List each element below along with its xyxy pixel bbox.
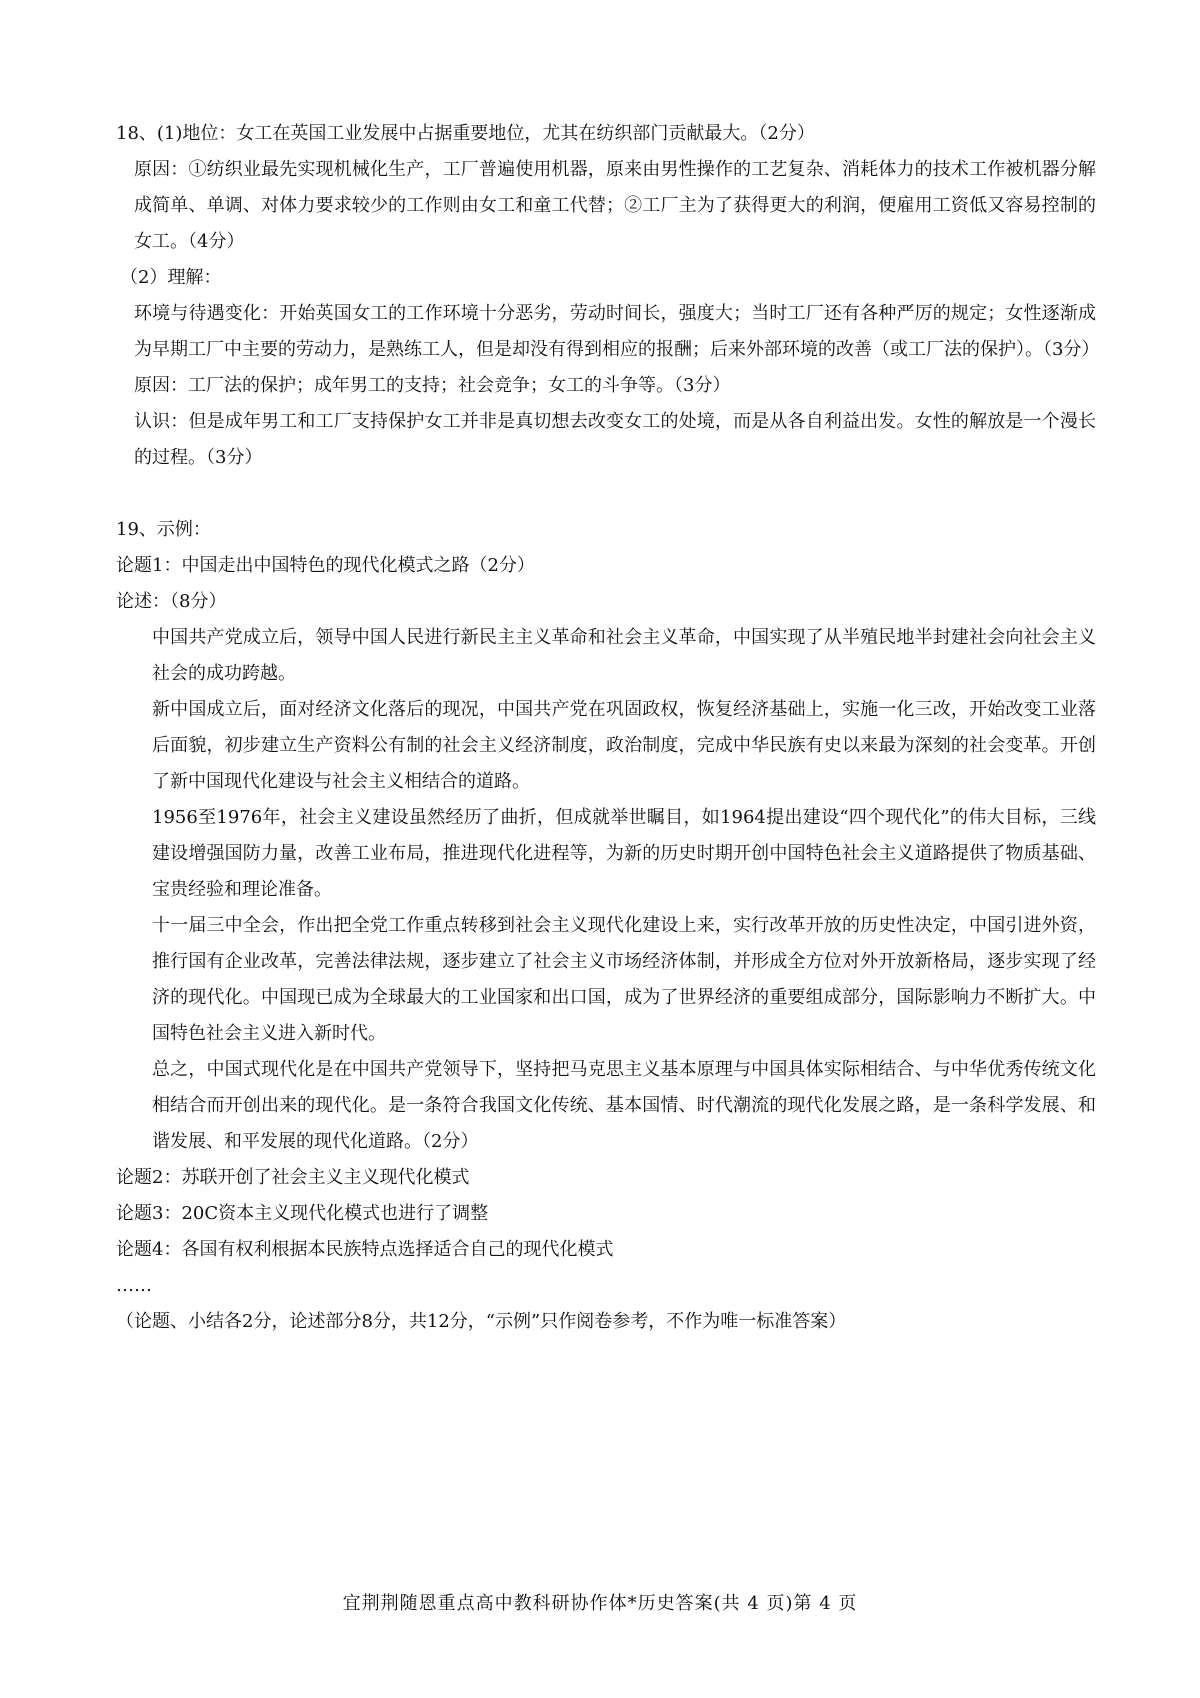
q19-argument-paragraph: 十一届三中全会，作出把全党工作重点转移到社会主义现代化建设上来，实行改革开放的历史性决定，中国引进外资，推行国有企业改革，完善法律法规，逐步建立了社会主义市场经济体制，并形成全方位对外开放新格局，逐步实现了经济的现代化。中国现已成为全球最大的工业国家和出口国，成为了世界经济的重要组成部分，国际影响力不断扩大。中国特色社会主义进入新时代。 (152, 915, 1096, 1044)
q19-argument-paragraph: 1956至1976年，社会主义建设虽然经历了曲折，但成就举世瞩目，如1964提出建设“四个现代化”的伟大目标，三线建设增强国防力量，改善工业布局，推进现代化进程等，为新的历史时期开创中国特色社会主义道路提供了物质基础、宝贵经验和理论准备。 (152, 807, 1096, 900)
q19-scoring-note: （论题、小结各2分，论述部分8分，共12分，“示例”只作阅卷参考，不作为唯一标准答案） (116, 1311, 847, 1332)
q18-part2-heading: （2）理解： (120, 267, 222, 288)
q19-argument-paragraph: 总之，中国式现代化是在中国共产党领导下，坚持把马克思主义基本原理与中国具体实际相结合、与中华优秀传统文化相结合而开创出来的现代化。是一条符合我国文化传统、基本国情、时代潮流的现代化发展之路，是一条科学发展、和谐发展、和平发展的现代化道路。（2分） (152, 1059, 1096, 1152)
q18-cause-answer: 原因：工厂法的保护；成年男工的支持；社会竞争；女工的斗争等。（3分） (134, 375, 731, 396)
q19-topic-3: 论题3：20C资本主义现代化模式也进行了调整 (116, 1203, 489, 1224)
q18-reason-answer: 原因：①纺织业最先实现机械化生产，工厂普遍使用机器，原来由男性操作的工艺复杂、消耗体力的技术工作被机器分解成简单、单调、对体力要求较少的工作则由女工和童工代替；②工厂主为了获得更大的利润，便雇用工资低又容易控制的女工。（4分） (134, 159, 1096, 252)
q18-environment-answer: 环境与待遇变化：开始英国女工的工作环境十分恶劣，劳动时间长，强度大；当时工厂还有各种严厉的规定；女性逐渐成为早期工厂中主要的劳动力，是熟练工人，但是却没有得到相应的报酬；后来外部环境的改善（或工厂法的保护）。（3分） (134, 303, 1100, 360)
page-footer: 宜荆荆随恩重点高中教科研协作体*历史答案(共 4 页)第 4 页 (342, 1593, 858, 1614)
q19-argument-paragraph: 中国共产党成立后，领导中国人民进行新民主主义革命和社会主义革命，中国实现了从半殖民地半封建社会向社会主义社会的成功跨越。 (152, 627, 1096, 684)
q19-ellipsis: …… (116, 1275, 152, 1296)
q18-understanding-answer: 认识：但是成年男工和工厂支持保护女工并非是真切想去改变女工的处境，而是从各自利益出发。女性的解放是一个漫长的过程。（3分） (134, 411, 1096, 468)
section-gap (116, 476, 1096, 512)
q19-argument-label: 论述：（8分） (116, 591, 227, 612)
page-content (116, 116, 1100, 1340)
q19-topic-4: 论题4：各国有权利根据本民族特点选择适合自己的现代化模式 (116, 1239, 614, 1260)
q19-heading: 19、示例： (116, 519, 211, 540)
q19-topic-2: 论题2：苏联开创了社会主义主义现代化模式 (116, 1167, 470, 1188)
q19-argument-paragraph: 新中国成立后，面对经济文化落后的现况，中国共产党在巩固政权，恢复经济基础上，实施一化三改，开始改变工业落后面貌，初步建立生产资料公有制的社会主义经济制度，政治制度，完成中华民族有史以来最为深刻的社会变革。开创了新中国现代化建设与社会主义相结合的道路。 (152, 699, 1096, 792)
q18-position-answer: 18、(1)地位：女工在英国工业发展中占据重要地位，尤其在纺织部门贡献最大。（2分） (116, 123, 815, 144)
q19-topic-1: 论题1：中国走出中国特色的现代化模式之路（2分） (116, 555, 535, 576)
